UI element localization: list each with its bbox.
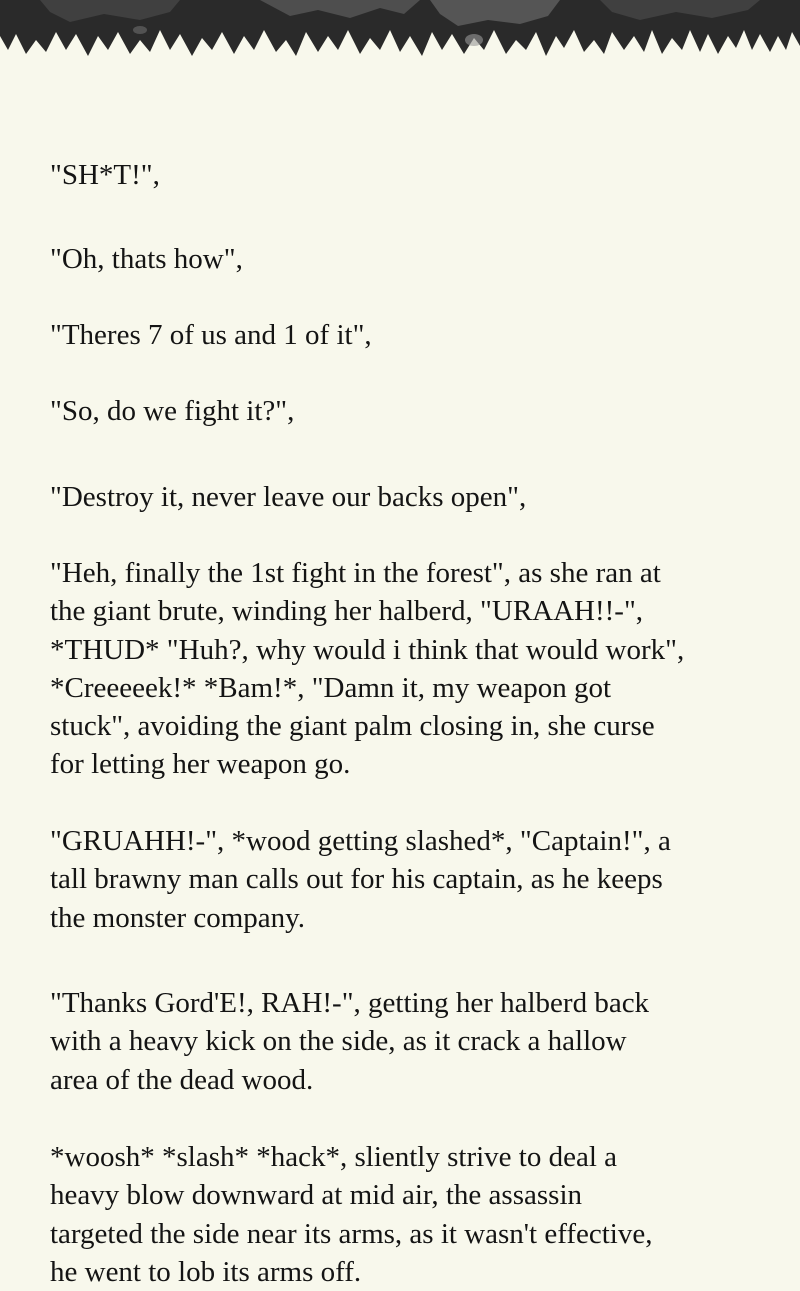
forest-silhouette-banner: [0, 0, 800, 60]
story-paragraph: "So, do we fight it?",: [50, 395, 295, 427]
story-paragraph: "Heh, finally the 1st fight in the forest", as she ran at the giant brute, winding her halberd, "URAAH!!-", *THUD* "Huh?, why would i think that would work", *Creeeeek!* *Bam!*, "Damn it, my weapon got stuck", avoiding the giant palm closing in, she curse for letting her weapon go.: [50, 557, 685, 781]
story-paragraph: "Destroy it, never leave our backs open",: [50, 481, 527, 513]
story-paragraph: "Thanks Gord'E!, RAH!-", getting her halberd back with a heavy kick on the side, as it crack a hallow area of the dead wood.: [50, 987, 650, 1096]
story-paragraph: "Oh, thats how",: [50, 243, 243, 275]
story-paragraph: "SH*T!",: [50, 159, 160, 191]
story-paragraph: "GRUAHH!-", *wood getting slashed*, "Captain!", a tall brawny man calls out for his captain, as he keeps the monster company.: [50, 825, 671, 934]
story-paragraph: "Theres 7 of us and 1 of it",: [50, 319, 372, 351]
story-paragraph: *woosh* *slash* *hack*, sliently strive to deal a heavy blow downward at mid air, the assassin targeted the side near its arms, as it wasn't effective, he went to lob its arms off.: [50, 1141, 653, 1288]
